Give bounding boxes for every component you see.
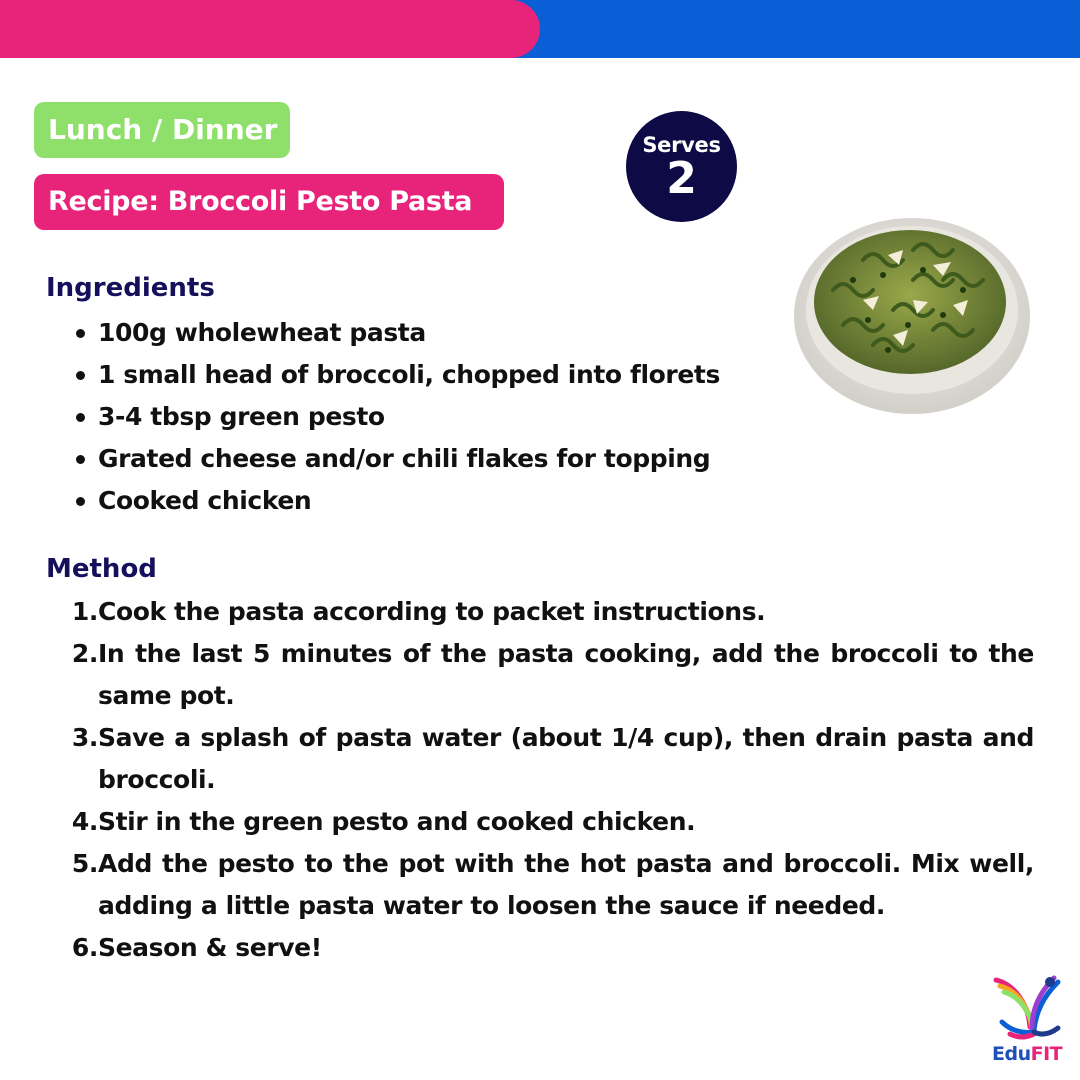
pasta-bowl-image <box>793 210 1031 415</box>
ingredient-item <box>74 438 720 480</box>
serves-label: Serves <box>642 133 721 157</box>
ingredient-item <box>74 354 720 396</box>
step-text: Save a splash of pasta water (about 1/4 cup), then drain pasta and broccoli. <box>98 723 1034 794</box>
step-text: Season & serve! <box>98 933 322 962</box>
ingredient-text: 1 small head of broccoli, chopped into florets <box>98 360 720 389</box>
bullet-dot <box>76 371 85 380</box>
method-list <box>66 591 1034 969</box>
step-number: 6. <box>71 933 98 962</box>
ingredients-list <box>74 312 720 522</box>
meal-tag: Lunch / Dinner <box>34 102 290 158</box>
step-number: 2. <box>71 639 98 668</box>
bullet-dot <box>76 455 85 464</box>
method-step <box>66 591 1034 633</box>
step-text: Cook the pasta according to packet instructions. <box>98 597 766 626</box>
step-number: 3. <box>71 723 98 752</box>
step-number: 4. <box>71 807 98 836</box>
ingredient-item <box>74 480 720 522</box>
step-number: 1. <box>71 597 98 626</box>
ingredient-text: Cooked chicken <box>98 486 312 515</box>
ingredient-text: Grated cheese and/or chili flakes for topping <box>98 444 711 473</box>
step-number: 5. <box>71 849 98 878</box>
ingredients-heading: Ingredients <box>46 273 215 303</box>
step-text: In the last 5 minutes of the pasta cooking, add the broccoli to the same pot. <box>98 639 1034 710</box>
top-banner-pink <box>0 0 540 58</box>
logo-fit: FIT <box>1030 1043 1063 1065</box>
method-step <box>66 633 1034 717</box>
method-step <box>66 801 1034 843</box>
serves-badge <box>626 111 737 222</box>
bullet-dot <box>76 413 85 422</box>
method-heading: Method <box>46 554 157 584</box>
bullet-dot <box>76 497 85 506</box>
serves-count: 2 <box>666 153 697 204</box>
ingredient-item <box>74 396 720 438</box>
method-step <box>66 717 1034 801</box>
method-step <box>66 927 1034 969</box>
recipe-title: Recipe: Broccoli Pesto Pasta <box>34 174 504 230</box>
bullet-dot <box>76 329 85 338</box>
edufit-logo-text <box>992 1043 1062 1065</box>
ingredient-text: 100g wholewheat pasta <box>98 318 426 347</box>
method-step <box>66 843 1034 927</box>
ingredient-item <box>74 312 720 354</box>
step-text: Add the pesto to the pot with the hot pasta and broccoli. Mix well, adding a little pasta water to loosen the sauce if needed. <box>98 849 1034 920</box>
ingredient-text: 3-4 tbsp green pesto <box>98 402 385 431</box>
logo-edu: Edu <box>992 1043 1031 1065</box>
step-text: Stir in the green pesto and cooked chicken. <box>98 807 696 836</box>
